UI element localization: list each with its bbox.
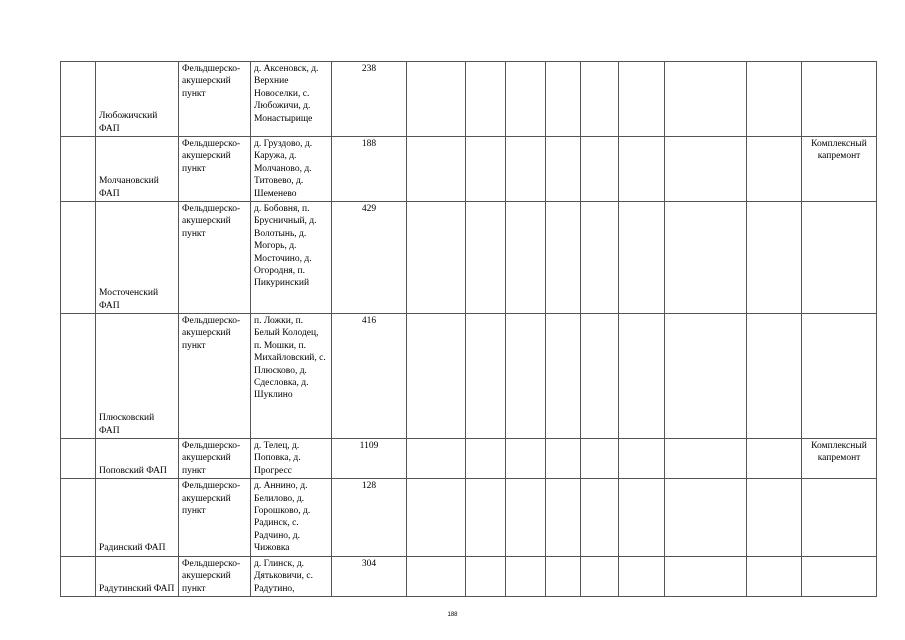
table-row [61, 202, 877, 314]
cell-num [61, 556, 96, 596]
cell-empty [747, 556, 802, 596]
cell-note [802, 556, 877, 596]
fap-table [60, 61, 877, 597]
cell-note: Комплексный капремонт [802, 439, 877, 479]
cell-villages: п. Ложки, п. Белый Колодец, п. Мошки, п. Михайловский, с. Плюсково, д. Сдесловка, д. Шуклино [251, 314, 332, 439]
cell-pop: 188 [332, 137, 407, 202]
cell-empty [506, 62, 546, 137]
cell-type: Фельдшерско-акушерский пункт [179, 479, 251, 556]
cell-villages: д. Телец, д. Поповка, д. Прогресс [251, 439, 332, 479]
cell-num [61, 137, 96, 202]
cell-empty [466, 137, 506, 202]
cell-empty [407, 556, 466, 596]
cell-empty [581, 62, 619, 137]
table-row [61, 439, 877, 479]
cell-empty [619, 137, 665, 202]
cell-pop: 128 [332, 479, 407, 556]
cell-empty [581, 314, 619, 439]
cell-empty [581, 202, 619, 314]
cell-empty [506, 479, 546, 556]
cell-type: Фельдшерско-акушерский пункт [179, 137, 251, 202]
cell-empty [747, 62, 802, 137]
cell-empty [665, 556, 747, 596]
cell-empty [581, 556, 619, 596]
cell-empty [619, 202, 665, 314]
cell-empty [619, 314, 665, 439]
cell-empty [619, 479, 665, 556]
cell-empty [665, 62, 747, 137]
cell-empty [466, 62, 506, 137]
cell-empty [506, 202, 546, 314]
cell-empty [546, 314, 581, 439]
cell-empty [466, 314, 506, 439]
cell-empty [581, 137, 619, 202]
cell-empty [665, 479, 747, 556]
cell-empty [546, 137, 581, 202]
cell-empty [546, 479, 581, 556]
cell-name: Молчановский ФАП [96, 137, 179, 202]
cell-villages: д. Глинск, д. Дятьковичи, с. Радутино, [251, 556, 332, 596]
cell-note [802, 314, 877, 439]
cell-empty [665, 314, 747, 439]
cell-note: Комплексный капремонт [802, 137, 877, 202]
cell-empty [747, 137, 802, 202]
cell-name: Любожичский ФАП [96, 62, 179, 137]
table-row [61, 314, 877, 439]
cell-empty [407, 137, 466, 202]
cell-pop: 1109 [332, 439, 407, 479]
cell-pop: 304 [332, 556, 407, 596]
cell-note [802, 202, 877, 314]
cell-pop: 429 [332, 202, 407, 314]
cell-empty [546, 439, 581, 479]
cell-empty [619, 556, 665, 596]
cell-pop: 416 [332, 314, 407, 439]
cell-empty [506, 439, 546, 479]
cell-empty [747, 314, 802, 439]
cell-num [61, 62, 96, 137]
cell-villages: д. Груздово, д. Каружа, д. Молчаново, д. Титовево, д. Шеменево [251, 137, 332, 202]
cell-num [61, 439, 96, 479]
cell-type: Фельдшерско-акушерский пункт [179, 556, 251, 596]
cell-empty [546, 556, 581, 596]
cell-num [61, 314, 96, 439]
cell-villages: д. Бобовня, п. Брусничный, д. Волотынь, д. Могорь, д. Мосточино, д. Огородня, п. Пикуринский [251, 202, 332, 314]
cell-type: Фельдшерско-акушерский пункт [179, 439, 251, 479]
cell-type: Фельдшерско-акушерский пункт [179, 202, 251, 314]
table-row [61, 556, 877, 596]
cell-empty [407, 202, 466, 314]
cell-empty [466, 556, 506, 596]
cell-villages: д. Аксеновск, д. Верхние Новоселки, с. Любожичи, д. Монастырище [251, 62, 332, 137]
cell-empty [506, 137, 546, 202]
cell-empty [546, 62, 581, 137]
cell-name: Плюсковский ФАП [96, 314, 179, 439]
cell-empty [466, 202, 506, 314]
cell-empty [619, 439, 665, 479]
cell-name: Поповский ФАП [96, 439, 179, 479]
cell-num [61, 202, 96, 314]
cell-empty [466, 439, 506, 479]
cell-empty [747, 479, 802, 556]
cell-num [61, 479, 96, 556]
cell-empty [581, 479, 619, 556]
cell-empty [407, 479, 466, 556]
cell-empty [407, 439, 466, 479]
cell-empty [546, 202, 581, 314]
table-body [61, 62, 877, 597]
cell-empty [466, 479, 506, 556]
cell-empty [407, 62, 466, 137]
cell-type: Фельдшерско-акушерский пункт [179, 314, 251, 439]
cell-empty [407, 314, 466, 439]
cell-empty [747, 439, 802, 479]
cell-empty [665, 202, 747, 314]
cell-note [802, 479, 877, 556]
cell-name: Радинский ФАП [96, 479, 179, 556]
cell-empty [665, 137, 747, 202]
cell-empty [581, 439, 619, 479]
cell-empty [506, 556, 546, 596]
table-row [61, 137, 877, 202]
cell-type: Фельдшерско-акушерский пункт [179, 62, 251, 137]
cell-pop: 238 [332, 62, 407, 137]
cell-empty [747, 202, 802, 314]
cell-empty [619, 62, 665, 137]
cell-note [802, 62, 877, 137]
page-number: 188 [447, 612, 458, 618]
table-row [61, 479, 877, 556]
cell-empty [665, 439, 747, 479]
cell-name: Мосточенский ФАП [96, 202, 179, 314]
cell-name: Радутинский ФАП [96, 556, 179, 596]
table-row [61, 62, 877, 137]
cell-empty [506, 314, 546, 439]
cell-villages: д. Аннино, д. Белилово, д. Горошково, д. Радинск, с. Радчино, д. Чижовка [251, 479, 332, 556]
